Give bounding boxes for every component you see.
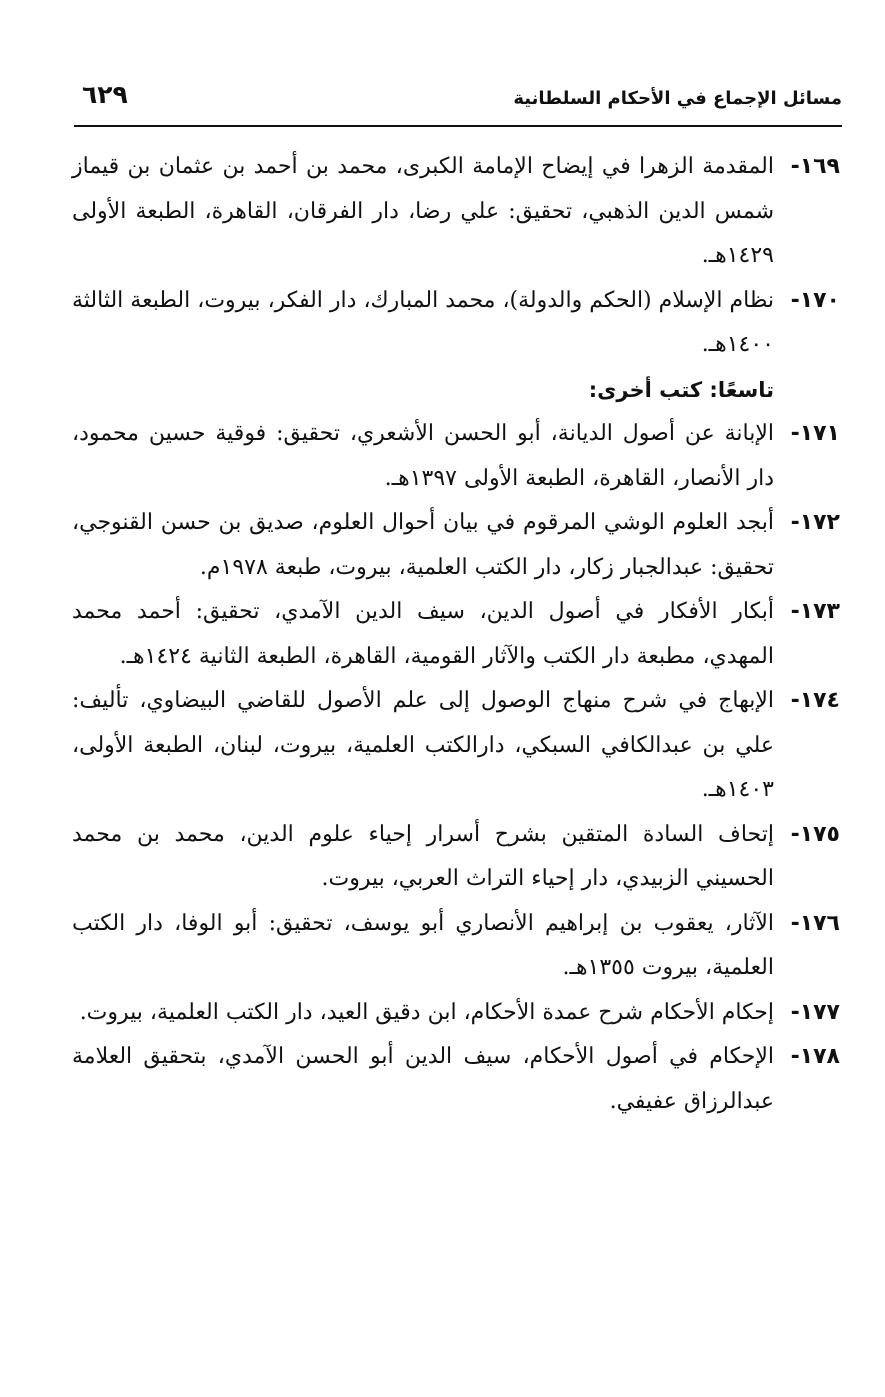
section-heading: تاسعًا: كتب أخرى: xyxy=(588,377,774,402)
bibliography-entry xyxy=(72,813,840,902)
header-rule xyxy=(74,125,842,127)
entry-text: أبكار الأفكار في أصول الدين، سيف الدين الآمدي، تحقيق: أحمد محمد المهدي، مطبعة دار الكتب والآثار القومية، القاهرة، الطبعة الثانية ١٤٢٤هـ. xyxy=(72,599,774,669)
entry-number: ١٧٦- xyxy=(790,910,840,936)
bibliography-entry xyxy=(72,590,840,679)
running-title: مسائل الإجماع في الأحكام السلطانية xyxy=(513,88,842,109)
entry-text: الآثار، يعقوب بن إبراهيم الأنصاري أبو يوسف، تحقيق: أبو الوفا، دار الكتب العلمية، بيروت ١٣٥٥هـ. xyxy=(72,910,774,980)
bibliography-entry xyxy=(72,679,840,813)
entry-text: إتحاف السادة المتقين بشرح أسرار إحياء علوم الدين، محمد بن محمد الحسيني الزبيدي، دار إحياء التراث العربي، بيروت. xyxy=(72,821,774,891)
entry-number: ١٧٨- xyxy=(790,1044,840,1069)
entry-number: ١٧٤- xyxy=(790,688,840,713)
entry-number: ١٧٠- xyxy=(790,287,840,313)
entry-text: الإبانة عن أصول الديانة، أبو الحسن الأشعري، تحقيق: فوقية حسين محمود، دار الأنصار، القاهرة، الطبعة الأولى ١٣٩٧هـ. xyxy=(72,421,774,491)
entry-text: المقدمة الزهرا في إيضاح الإمامة الكبرى، محمد بن أحمد بن عثمان بن قيماز شمس الدين الذهبي، تحقيق: علي رضا، دار الفرقان، القاهرة، الطبعة الأولى ١٤٢٩هـ. xyxy=(72,154,774,268)
bibliography-list xyxy=(72,145,840,1124)
bibliography-entry xyxy=(72,279,840,368)
entry-number: ١٧١- xyxy=(790,421,840,446)
entry-text: الإحكام في أصول الأحكام، سيف الدين أبو الحسن الآمدي، بتحقيق العلامة عبدالرزاق عفيفي. xyxy=(72,1044,774,1114)
entry-text: نظام الإسلام (الحكم والدولة)، محمد المبارك، دار الفكر، بيروت، الطبعة الثالثة ١٤٠٠هـ. xyxy=(72,287,774,357)
page-header xyxy=(74,78,842,122)
bibliography-entry xyxy=(72,902,840,991)
entry-number: ١٧٢- xyxy=(790,510,840,535)
entry-text: أبجد العلوم الوشي المرقوم في بيان أحوال العلوم، صديق بن حسن القنوجي، تحقيق: عبدالجبار زكار، دار الكتب العلمية، بيروت، طبعة ١٩٧٨م. xyxy=(72,510,774,580)
entry-number: ١٧٣- xyxy=(790,599,840,624)
entry-text: إحكام الأحكام شرح عمدة الأحكام، ابن دقيق العيد، دار الكتب العلمية، بيروت. xyxy=(79,999,774,1025)
entry-number: ١٦٩- xyxy=(790,154,840,179)
bibliography-entry xyxy=(72,991,840,1036)
entry-text: الإبهاج في شرح منهاج الوصول إلى علم الأصول للقاضي البيضاوي، تأليف: علي بن عبدالكافي السبكي، دارالكتب العلمية، بيروت، لبنان، الطبعة الأولى، ١٤٠٣هـ. xyxy=(72,688,774,802)
bibliography-entry xyxy=(72,412,840,501)
entry-number: ١٧٥- xyxy=(790,821,840,847)
bibliography-entry xyxy=(72,1035,840,1124)
bibliography-entry xyxy=(72,501,840,590)
entry-number: ١٧٧- xyxy=(790,999,840,1025)
bibliography-entry xyxy=(72,145,840,279)
page-number: ٦٢٩ xyxy=(82,80,128,109)
